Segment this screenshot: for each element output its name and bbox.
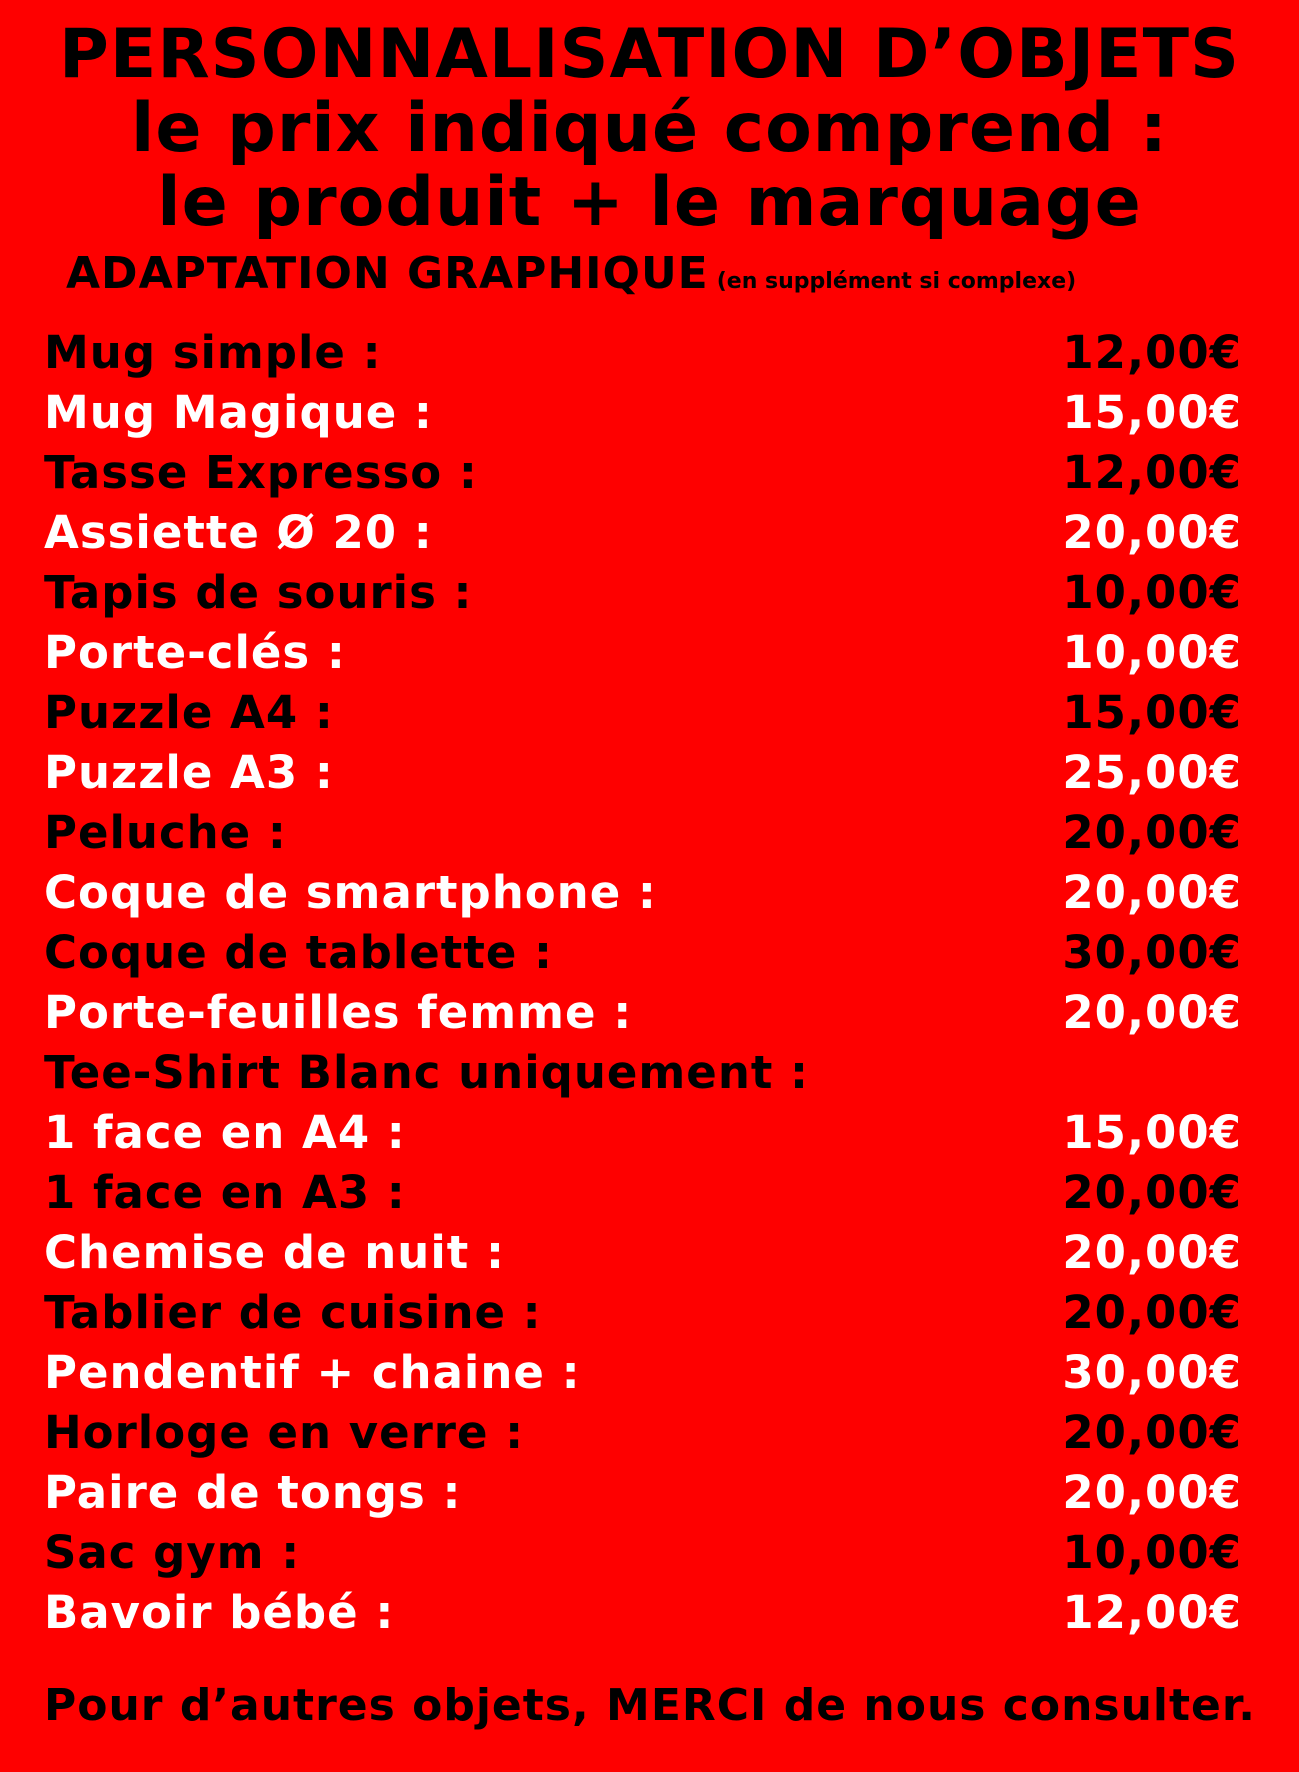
price-row: [44, 503, 1242, 563]
price-row: [44, 743, 1242, 803]
item-price: 30,00€: [1062, 926, 1242, 979]
item-price: 10,00€: [1062, 1526, 1242, 1579]
item-price: 20,00€: [1062, 1466, 1242, 1519]
item-price: 20,00€: [1062, 1406, 1242, 1459]
item-name: Tasse Expresso :: [44, 446, 478, 499]
graphic-adaptation-label: ADAPTATION GRAPHIQUE: [66, 248, 709, 299]
item-price: 12,00€: [1062, 446, 1242, 499]
item-name: Tee-Shirt Blanc uniquement :: [44, 1046, 810, 1099]
item-price: 20,00€: [1062, 806, 1242, 859]
price-row: [44, 1463, 1242, 1523]
item-name: 1 face en A3 :: [44, 1166, 406, 1219]
poster-title: PERSONNALISATION D’OBJETS: [59, 15, 1240, 94]
footer-note: Pour d’autres objets, MERCI de nous consulter.: [44, 1680, 1257, 1731]
price-row: [44, 1043, 1242, 1103]
item-name: Puzzle A3 :: [44, 746, 334, 799]
price-row: [44, 863, 1242, 923]
item-price: 20,00€: [1062, 866, 1242, 919]
price-row: [44, 983, 1242, 1043]
price-row: [44, 1163, 1242, 1223]
item-name: Tapis de souris :: [44, 566, 473, 619]
price-row: [44, 623, 1242, 683]
poster-subtitle-line-1: le prix indiqué comprend :: [131, 89, 1168, 168]
item-price: 20,00€: [1062, 1166, 1242, 1219]
item-name: Sac gym :: [44, 1526, 301, 1579]
item-name: Assiette Ø 20 :: [44, 506, 433, 559]
item-price: 20,00€: [1062, 1286, 1242, 1339]
item-price: 10,00€: [1062, 626, 1242, 679]
item-price: 20,00€: [1062, 1226, 1242, 1279]
item-price: 12,00€: [1062, 1586, 1242, 1639]
item-name: Coque de smartphone :: [44, 866, 657, 919]
price-row: [44, 923, 1242, 983]
item-name: Tablier de cuisine :: [44, 1286, 542, 1339]
item-price: 30,00€: [1062, 1346, 1242, 1399]
item-price: 15,00€: [1062, 1106, 1242, 1159]
item-price: 25,00€: [1062, 746, 1242, 799]
price-row: [44, 1283, 1242, 1343]
item-price: 10,00€: [1062, 566, 1242, 619]
item-name: Paire de tongs :: [44, 1466, 462, 1519]
price-row: [44, 383, 1242, 443]
item-name: Porte-feuilles femme :: [44, 986, 633, 1039]
price-row: [44, 323, 1242, 383]
item-name: Puzzle A4 :: [44, 686, 334, 739]
item-price: 20,00€: [1062, 506, 1242, 559]
price-row: [44, 803, 1242, 863]
price-row: [44, 1523, 1242, 1583]
item-price: 20,00€: [1062, 986, 1242, 1039]
price-row: [44, 563, 1242, 623]
price-row: [44, 1103, 1242, 1163]
graphic-adaptation-line: [66, 246, 1299, 310]
price-row: [44, 1343, 1242, 1403]
item-name: Bavoir bébé :: [44, 1586, 395, 1639]
item-name: Mug simple :: [44, 326, 382, 379]
price-list: [44, 323, 1242, 1643]
item-price: 15,00€: [1062, 386, 1242, 439]
price-row: [44, 443, 1242, 503]
graphic-adaptation-note: (en supplément si complexe): [716, 269, 1077, 294]
poster-subtitle-line-2: le produit + le marquage: [157, 163, 1142, 242]
item-name: Peluche :: [44, 806, 287, 859]
price-row: [44, 1583, 1242, 1643]
item-name: Coque de tablette :: [44, 926, 554, 979]
item-price: 12,00€: [1062, 326, 1242, 379]
item-name: Chemise de nuit :: [44, 1226, 505, 1279]
item-price: 15,00€: [1062, 686, 1242, 739]
item-name: Horloge en verre :: [44, 1406, 525, 1459]
poster-header: [0, 0, 1299, 310]
item-name: Pendentif + chaine :: [44, 1346, 581, 1399]
item-name: 1 face en A4 :: [44, 1106, 406, 1159]
price-row: [44, 683, 1242, 743]
price-row: [44, 1223, 1242, 1283]
price-row: [44, 1403, 1242, 1463]
item-name: Porte-clés :: [44, 626, 346, 679]
item-name: Mug Magique :: [44, 386, 433, 439]
